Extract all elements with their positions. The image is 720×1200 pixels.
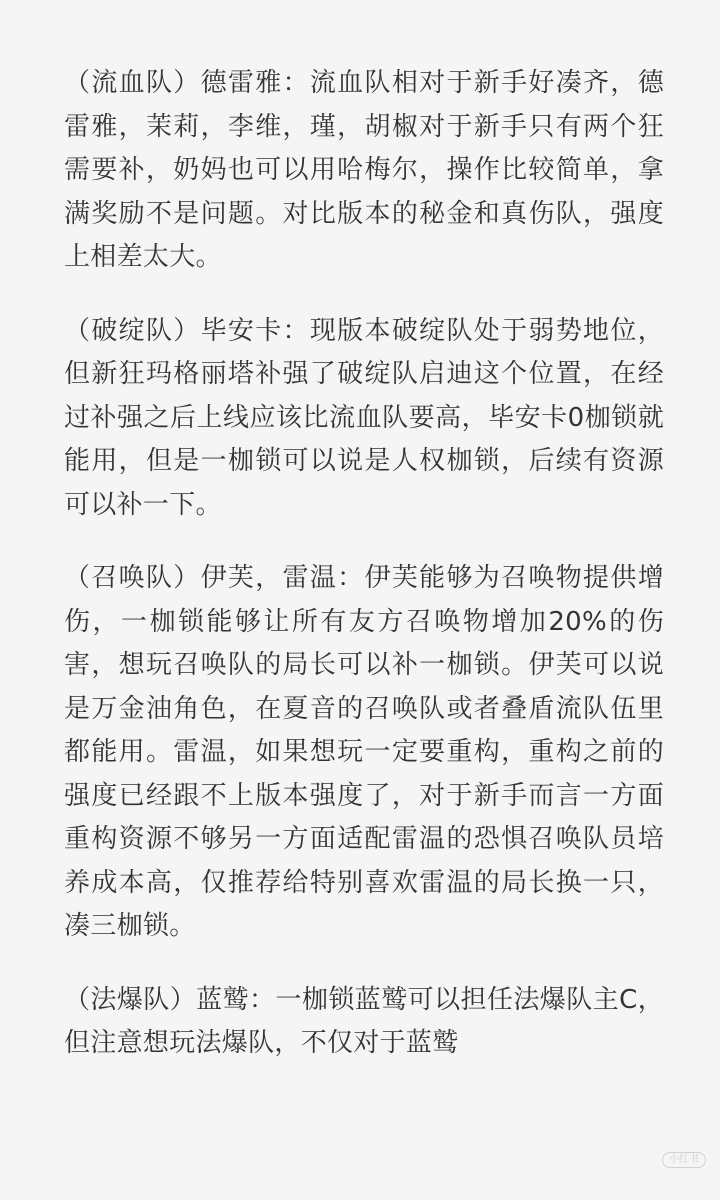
- paragraph-summon-team: （召唤队）伊芙，雷温：伊芙能够为召唤物提供增伤，一枷锁能够让所有友方召唤物增加20%的伤害，想玩召唤队的局长可以补一枷锁。伊芙可以说是万金油角色，在夏音的召唤队或者叠盾流队伍里都能用。雷温，如果想玩一定要重构，重构之前的强度已经跟不上版本强度了，对于新手而言一方面重构资源不够另一方面适配雷温的恐惧召唤队员培养成本高，仅推荐给特别喜欢雷温的局长换一只，凑三枷锁。: [64, 563, 664, 941]
- paragraph-bleed-team: （流血队）德雷雅：流血队相对于新手好凑齐，德雷雅，茉莉，李维，瑾，胡椒对于新手只有两个狂需要补，奶妈也可以用哈梅尔，操作比较简单，拿满奖励不是问题。对比版本的秘金和真伤队，强度上相差太大。: [64, 68, 664, 272]
- paragraph-flaw-team: （破绽队）毕安卡：现版本破绽队处于弱势地位，但新狂玛格丽塔补强了破绽队启迪这个位置，在经过补强之后上线应该比流血队要高，毕安卡0枷锁就能用，但是一枷锁可以说是人权枷锁，后续有资源可以补一下。: [64, 315, 664, 520]
- paragraph-magic-crit-team: （法爆队）蓝鹫：一枷锁蓝鹫可以担任法爆队主C，但注意想玩法爆队，不仅对于蓝鹫: [64, 984, 664, 1058]
- article-body: [64, 62, 664, 1096]
- watermark: [662, 1152, 706, 1184]
- watermark-badge: 小红书: [662, 1152, 706, 1168]
